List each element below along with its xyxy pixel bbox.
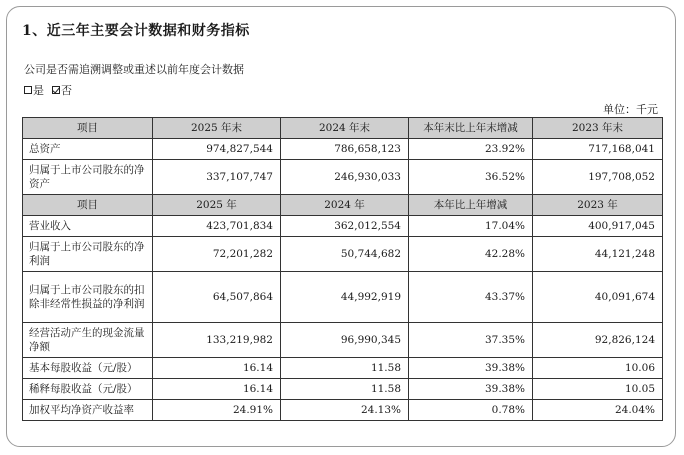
cell-value: 246,930,033 xyxy=(281,160,409,195)
cell-value: 16.14 xyxy=(153,358,281,379)
row-label: 稀释每股收益（元/股） xyxy=(23,379,153,400)
cell-value: 423,701,834 xyxy=(153,216,281,237)
cell-value: 197,708,052 xyxy=(533,160,663,195)
row-label: 基本每股收益（元/股） xyxy=(23,358,153,379)
cell-value: 17.04% xyxy=(409,216,533,237)
cell-value: 37.35% xyxy=(409,323,533,358)
header-cell: 本年比上年增减 xyxy=(409,195,533,216)
row-label: 归属于上市公司股东的净资产 xyxy=(23,160,153,195)
section-heading: 1、近三年主要会计数据和财务指标 xyxy=(22,23,250,39)
header-cell: 2023 年 xyxy=(533,195,663,216)
cell-value: 39.38% xyxy=(409,358,533,379)
cell-value: 362,012,554 xyxy=(281,216,409,237)
cell-value: 11.58 xyxy=(281,358,409,379)
table-row xyxy=(23,379,663,400)
checkbox-yes[interactable] xyxy=(24,86,32,94)
cell-value: 10.05 xyxy=(533,379,663,400)
table-row xyxy=(23,160,663,195)
table-row xyxy=(23,323,663,358)
cell-value: 72,201,282 xyxy=(153,237,281,272)
cell-value: 92,826,124 xyxy=(533,323,663,358)
header-cell: 项目 xyxy=(23,118,153,139)
cell-value: 50,744,682 xyxy=(281,237,409,272)
option-no-label: 否 xyxy=(61,84,72,97)
cell-value: 24.04% xyxy=(533,400,663,421)
cell-value: 133,219,982 xyxy=(153,323,281,358)
cell-value: 337,107,747 xyxy=(153,160,281,195)
table-row xyxy=(23,272,663,323)
cell-value: 42.28% xyxy=(409,237,533,272)
restatement-options xyxy=(24,82,80,98)
cell-value: 0.78% xyxy=(409,400,533,421)
table-row xyxy=(23,400,663,421)
table-header-row xyxy=(23,118,663,139)
cell-value: 23.92% xyxy=(409,139,533,160)
header-cell: 2025 年末 xyxy=(153,118,281,139)
cell-value: 974,827,544 xyxy=(153,139,281,160)
cell-value: 10.06 xyxy=(533,358,663,379)
cell-value: 786,658,123 xyxy=(281,139,409,160)
cell-value: 400,917,045 xyxy=(533,216,663,237)
cell-value: 44,992,919 xyxy=(281,272,409,323)
row-label: 总资产 xyxy=(23,139,153,160)
row-label: 经营活动产生的现金流量净额 xyxy=(23,323,153,358)
row-label: 营业收入 xyxy=(23,216,153,237)
cell-value: 40,091,674 xyxy=(533,272,663,323)
cell-value: 36.52% xyxy=(409,160,533,195)
table-row xyxy=(23,216,663,237)
table-row xyxy=(23,237,663,272)
header-cell: 项目 xyxy=(23,195,153,216)
checkbox-no-checked[interactable] xyxy=(52,86,60,94)
header-cell: 2024 年 xyxy=(281,195,409,216)
cell-value: 96,990,345 xyxy=(281,323,409,358)
cell-value: 16.14 xyxy=(153,379,281,400)
header-cell: 本年末比上年末增减 xyxy=(409,118,533,139)
unit-label: 单位：千元 xyxy=(603,103,658,116)
header-cell: 2023 年末 xyxy=(533,118,663,139)
cell-value: 24.13% xyxy=(281,400,409,421)
cell-value: 39.38% xyxy=(409,379,533,400)
table-row xyxy=(23,358,663,379)
row-label: 加权平均净资产收益率 xyxy=(23,400,153,421)
row-label: 归属于上市公司股东的净利润 xyxy=(23,237,153,272)
cell-value: 64,507,864 xyxy=(153,272,281,323)
cell-value: 43.37% xyxy=(409,272,533,323)
row-label: 归属于上市公司股东的扣除非经常性损益的净利润 xyxy=(23,272,153,323)
table-header-row xyxy=(23,195,663,216)
financial-data-table xyxy=(22,117,663,421)
header-cell: 2025 年 xyxy=(153,195,281,216)
table-row xyxy=(23,139,663,160)
cell-value: 24.91% xyxy=(153,400,281,421)
cell-value: 11.58 xyxy=(281,379,409,400)
header-cell: 2024 年末 xyxy=(281,118,409,139)
cell-value: 44,121,248 xyxy=(533,237,663,272)
option-yes-label: 是 xyxy=(33,84,44,97)
cell-value: 717,168,041 xyxy=(533,139,663,160)
restatement-question: 公司是否需追溯调整或重述以前年度会计数据 xyxy=(24,63,244,76)
